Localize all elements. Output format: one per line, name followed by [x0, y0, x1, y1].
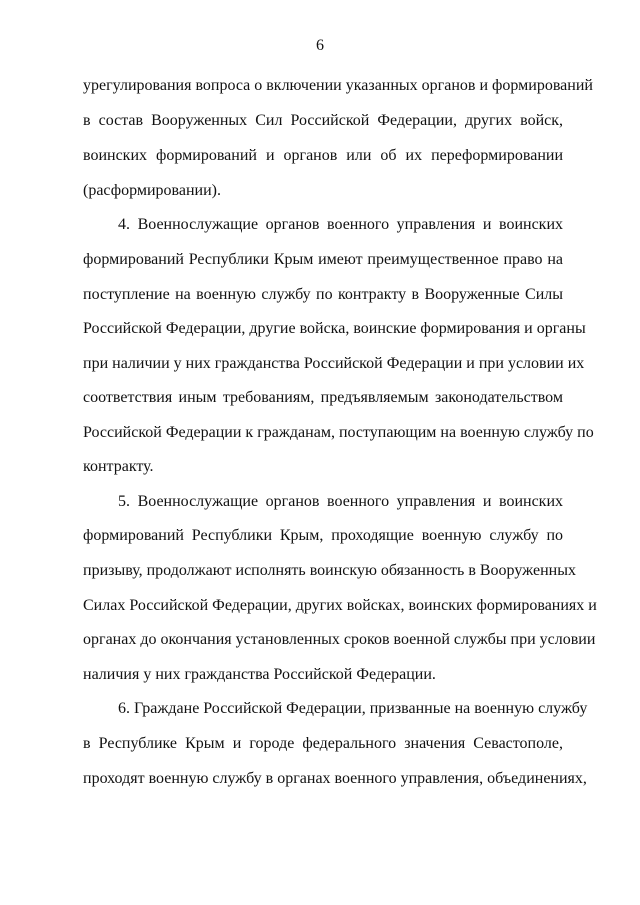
text-line: воинских формирований и органов или об их переформировании — [83, 147, 563, 164]
text-line: (расформировании). — [83, 182, 221, 199]
text-line: в состав Вооруженных Сил Российской Федерации, других войск, — [83, 112, 563, 129]
text-line: наличия у них гражданства Российской Федерации. — [83, 666, 436, 683]
text-line: 5. Военнослужащие органов военного управления и воинских — [118, 493, 563, 510]
text-line: Силах Российской Федерации, других войсках, воинских формированиях и — [83, 597, 597, 614]
text-line: проходят военную службу в органах военного управления, объединениях, — [83, 770, 587, 787]
text-line: призыву, продолжают исполнять воинскую обязанность в Вооруженных — [83, 562, 576, 579]
text-line: контракту. — [83, 458, 154, 475]
page-number: 6 — [316, 37, 324, 54]
text-line: при наличии у них гражданства Российской Федерации и при условии их — [83, 355, 585, 372]
text-line: 4. Военнослужащие органов военного управления и воинских — [118, 216, 563, 233]
text-line: 6. Граждане Российской Федерации, призванные на военную службу — [118, 700, 588, 717]
text-line: формирований Республики Крым имеют преимущественное право на — [83, 251, 563, 268]
text-line: урегулирования вопроса о включении указанных органов и формирований — [83, 77, 593, 94]
text-line: в Республике Крым и городе федерального значения Севастополе, — [83, 735, 563, 752]
text-line: Российской Федерации, другие войска, воинские формирования и органы — [83, 320, 586, 337]
text-line: органах до окончания установленных сроков военной службы при условии — [83, 631, 596, 648]
text-line: поступление на военную службу по контракту в Вооруженные Силы — [83, 286, 563, 303]
text-line: соответствия иным требованиям, предъявляемым законодательством — [83, 389, 563, 406]
text-line: Российской Федерации к гражданам, поступающим на военную службу по — [83, 424, 594, 441]
text-line: формирований Республики Крым, проходящие военную службу по — [83, 527, 563, 544]
